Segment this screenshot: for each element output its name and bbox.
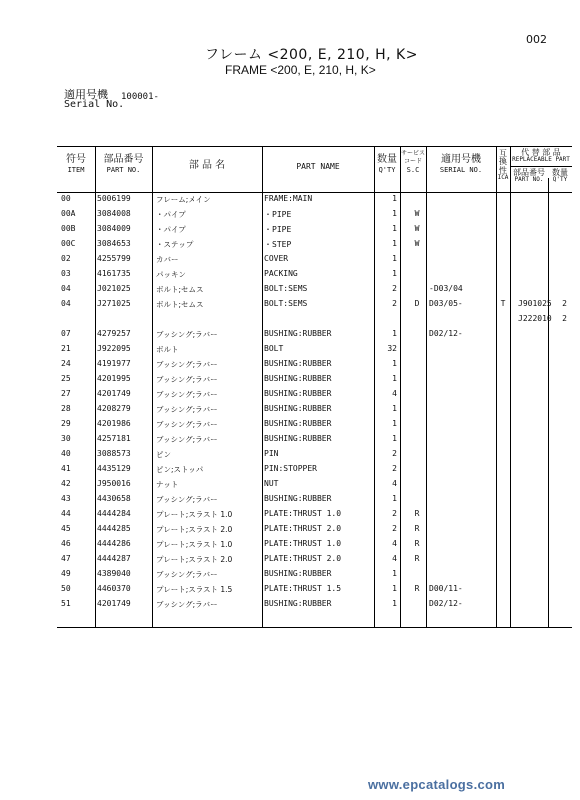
header-part-name-jp: 部 品 名 [188, 160, 226, 171]
table-row [57, 266, 572, 281]
cell-qty: 4 [392, 554, 397, 563]
cell-en: PLATE:THRUST 1.0 [264, 509, 342, 518]
cell-item: 00B [61, 224, 76, 233]
header-qty: 数量 Q'TY [377, 154, 397, 174]
table-row [57, 596, 572, 611]
cell-en: BUSHING:RUBBER [264, 434, 332, 443]
cell-item: 49 [61, 569, 71, 578]
cell-en: PLATE:THRUST 1.0 [264, 539, 342, 548]
cell-part: J950016 [97, 479, 131, 488]
cell-en: NUT [264, 479, 279, 488]
cell-en: BOLT [264, 344, 284, 353]
table-row [57, 446, 572, 461]
table-row [57, 206, 572, 221]
table-row [57, 371, 572, 386]
cell-qty: 4 [392, 389, 397, 398]
cell-serial: D03/05- [429, 299, 463, 308]
cell-jp: ブッシング;ラバー [156, 405, 218, 414]
cell-qty: 1 [392, 269, 397, 278]
cell-qty: 2 [392, 524, 397, 533]
cell-item: 40 [61, 449, 71, 458]
cell-jp: ピン;ストッパ [156, 465, 204, 474]
cell-part: 4161735 [97, 269, 131, 278]
cell-item: 27 [61, 389, 71, 398]
cell-en: BOLT:SEMS [264, 284, 308, 293]
cell-jp: ボルト [156, 345, 179, 354]
cell-part: 4444284 [97, 509, 131, 518]
cell-qty: 1 [392, 404, 397, 413]
cell-part: 4430658 [97, 494, 131, 503]
cell-sc: R [414, 539, 420, 548]
cell-item: 50 [61, 584, 71, 593]
cell-en: PLATE:THRUST 2.0 [264, 554, 342, 563]
cell-jp: ・パイプ [156, 210, 186, 219]
cell-part: 4460370 [97, 584, 131, 593]
cell-rpart: J901025 [518, 299, 552, 308]
cell-jp: ・パイプ [156, 225, 186, 234]
table-row [57, 281, 572, 296]
replaceable-subheader-rule [510, 166, 572, 167]
cell-part: 4201749 [97, 389, 131, 398]
cell-rpart: J222010 [518, 314, 552, 323]
cell-jp: ブッシング;ラバー [156, 390, 218, 399]
table-row [57, 296, 572, 311]
cell-jp: カバー [156, 255, 179, 264]
cell-part: 4435129 [97, 464, 131, 473]
cell-part: 3088573 [97, 449, 131, 458]
cell-jp: ピン [156, 450, 171, 459]
serial-label-en: Serial No. [64, 99, 125, 110]
cell-en: BUSHING:RUBBER [264, 389, 332, 398]
cell-en: BUSHING:RUBBER [264, 494, 332, 503]
cell-sc: D [414, 299, 420, 308]
cell-qty: 1 [392, 329, 397, 338]
cell-en: BUSHING:RUBBER [264, 374, 332, 383]
cell-qty: 2 [392, 464, 397, 473]
serial-label-jp: 適用号機 [64, 88, 108, 101]
cell-jp: ボルト;セムス [156, 285, 204, 294]
cell-en: BUSHING:RUBBER [264, 359, 332, 368]
cell-en: ・PIPE [264, 225, 292, 234]
cell-jp: プレート;スラスト 2.0 [156, 555, 233, 564]
cell-jp: プレート;スラスト 2.0 [156, 525, 233, 534]
cell-item: 07 [61, 329, 71, 338]
cell-en: COVER [264, 254, 289, 263]
cell-item: 29 [61, 419, 71, 428]
cell-jp: ブッシング;ラバー [156, 360, 218, 369]
cell-en: BUSHING:RUBBER [264, 404, 332, 413]
cell-en: FRAME:MAIN [264, 194, 313, 203]
table-row [57, 431, 572, 446]
table-bottom-rule [57, 627, 572, 628]
cell-jp: パッキン [156, 270, 186, 279]
cell-en: ・STEP [264, 240, 292, 249]
cell-qty: 4 [392, 479, 397, 488]
cell-item: 00A [61, 209, 76, 218]
cell-part: 4191977 [97, 359, 131, 368]
header-serial-no: 適用号機 SERIAL NO. [439, 154, 483, 174]
cell-sc: R [414, 524, 420, 533]
cell-qty: 2 [392, 284, 397, 293]
cell-qty: 1 [392, 254, 397, 263]
page-title-jp: フレーム <200, E, 210, H, K> [205, 47, 418, 63]
cell-jp: ・ステップ [156, 240, 194, 249]
header-ica: 互換性 ICA [497, 149, 509, 182]
table-row [57, 461, 572, 476]
cell-qty: 1 [392, 434, 397, 443]
cell-ica: T [500, 299, 506, 308]
cell-rqty: 2 [562, 314, 567, 323]
cell-part: 4201749 [97, 599, 131, 608]
header-replaceable-qty: 数量 Q'TY [552, 168, 568, 184]
table-row [57, 356, 572, 371]
cell-qty: 4 [392, 539, 397, 548]
table-row [57, 341, 572, 356]
cell-item: 44 [61, 509, 71, 518]
header-item: 符号 ITEM [66, 154, 86, 174]
header-service-code: サービスコード S.C [400, 150, 425, 174]
cell-jp: ブッシング;ラバー [156, 435, 218, 444]
cell-jp: ナット [156, 480, 179, 489]
table-row [57, 311, 572, 326]
cell-en: PIN:STOPPER [264, 464, 317, 473]
serial-value: 100001- [121, 92, 159, 102]
cell-part: 4257181 [97, 434, 131, 443]
table-row [57, 536, 572, 551]
header-replaceable-part-no: 部品番号 PART NO. [513, 168, 545, 184]
cell-qty: 2 [392, 449, 397, 458]
cell-part: 4389040 [97, 569, 131, 578]
table-row [57, 191, 572, 206]
table-row [57, 521, 572, 536]
cell-item: 43 [61, 494, 71, 503]
cell-qty: 1 [392, 224, 397, 233]
cell-en: PACKING [264, 269, 298, 278]
cell-item: 03 [61, 269, 71, 278]
cell-part: 3084653 [97, 239, 131, 248]
cell-item: 04 [61, 299, 71, 308]
cell-qty: 1 [392, 239, 397, 248]
cell-item: 51 [61, 599, 71, 608]
cell-part: 4201995 [97, 374, 131, 383]
cell-qty: 1 [392, 419, 397, 428]
cell-part: 4444285 [97, 524, 131, 533]
table-row [57, 221, 572, 236]
cell-item: 24 [61, 359, 71, 368]
cell-rqty: 2 [562, 299, 567, 308]
table-row [57, 476, 572, 491]
cell-sc: R [414, 554, 420, 563]
page-number: 002 [526, 33, 547, 46]
table-row [57, 491, 572, 506]
cell-sc: R [414, 509, 420, 518]
cell-jp: プレート;スラスト 1.5 [156, 585, 233, 594]
cell-item: 47 [61, 554, 71, 563]
cell-part: 3084008 [97, 209, 131, 218]
cell-jp: ブッシング;ラバー [156, 570, 218, 579]
table-row [57, 506, 572, 521]
cell-en: PIN [264, 449, 279, 458]
cell-qty: 32 [387, 344, 397, 353]
cell-qty: 1 [392, 494, 397, 503]
footer-watermark: www.epcatalogs.com [368, 777, 506, 792]
cell-en: BOLT:SEMS [264, 299, 308, 308]
cell-serial: D02/12- [429, 599, 463, 608]
cell-serial: D00/11- [429, 584, 463, 593]
cell-qty: 1 [392, 584, 397, 593]
cell-part: 4279257 [97, 329, 131, 338]
cell-qty: 1 [392, 359, 397, 368]
cell-item: 00 [61, 194, 71, 203]
cell-part: J271025 [97, 299, 131, 308]
cell-item: 42 [61, 479, 71, 488]
table-row [57, 251, 572, 266]
cell-part: 4208279 [97, 404, 131, 413]
cell-qty: 2 [392, 299, 397, 308]
cell-qty: 1 [392, 209, 397, 218]
cell-qty: 1 [392, 194, 397, 203]
cell-jp: プレート;スラスト 1.0 [156, 540, 233, 549]
cell-item: 45 [61, 524, 71, 533]
cell-en: BUSHING:RUBBER [264, 419, 332, 428]
cell-sc: W [414, 224, 420, 233]
cell-item: 00C [61, 239, 76, 248]
cell-en: BUSHING:RUBBER [264, 329, 332, 338]
cell-jp: ブッシング;ラバー [156, 495, 218, 504]
cell-en: BUSHING:RUBBER [264, 569, 332, 578]
cell-jp: ボルト;セムス [156, 300, 204, 309]
cell-serial: D02/12- [429, 329, 463, 338]
table-row [57, 551, 572, 566]
cell-jp: プレート;スラスト 1.0 [156, 510, 233, 519]
cell-jp: ブッシング;ラバー [156, 600, 218, 609]
cell-sc: R [414, 584, 420, 593]
cell-en: BUSHING:RUBBER [264, 599, 332, 608]
cell-part: J922095 [97, 344, 131, 353]
header-part-name-en: PART NAME [296, 162, 340, 171]
table-row [57, 401, 572, 416]
cell-jp: ブッシング;ラバー [156, 330, 218, 339]
cell-part: J021025 [97, 284, 131, 293]
cell-qty: 1 [392, 599, 397, 608]
table-row [57, 566, 572, 581]
cell-jp: ブッシング;ラバー [156, 420, 218, 429]
cell-jp: ブッシング;ラバー [156, 375, 218, 384]
header-replaceable-part: 代 替 部 品 REPLACEABLE PART [512, 148, 570, 164]
cell-item: 02 [61, 254, 71, 263]
cell-qty: 2 [392, 509, 397, 518]
cell-part: 4255799 [97, 254, 131, 263]
table-row [57, 236, 572, 251]
table-row [57, 416, 572, 431]
cell-sc: W [414, 209, 420, 218]
cell-item: 25 [61, 374, 71, 383]
cell-qty: 1 [392, 374, 397, 383]
cell-item: 41 [61, 464, 71, 473]
cell-en: ・PIPE [264, 210, 292, 219]
cell-part: 3084009 [97, 224, 131, 233]
table-row [57, 386, 572, 401]
cell-qty: 1 [392, 569, 397, 578]
cell-part: 5006199 [97, 194, 131, 203]
cell-item: 46 [61, 539, 71, 548]
table-top-rule [57, 146, 572, 147]
cell-item: 30 [61, 434, 71, 443]
cell-item: 28 [61, 404, 71, 413]
cell-sc: W [414, 239, 420, 248]
page-title-en: FRAME <200, E, 210, H, K> [225, 63, 376, 77]
cell-item: 04 [61, 284, 71, 293]
cell-part: 4444286 [97, 539, 131, 548]
cell-en: PLATE:THRUST 2.0 [264, 524, 342, 533]
cell-part: 4444287 [97, 554, 131, 563]
cell-en: PLATE:THRUST 1.5 [264, 584, 342, 593]
cell-serial: -D03/04 [429, 284, 463, 293]
table-row [57, 326, 572, 341]
cell-jp: フレーム;メイン [156, 195, 211, 204]
header-part-no: 部品番号 PART NO. [103, 154, 144, 174]
table-row [57, 581, 572, 596]
cell-part: 4201986 [97, 419, 131, 428]
cell-item: 21 [61, 344, 71, 353]
